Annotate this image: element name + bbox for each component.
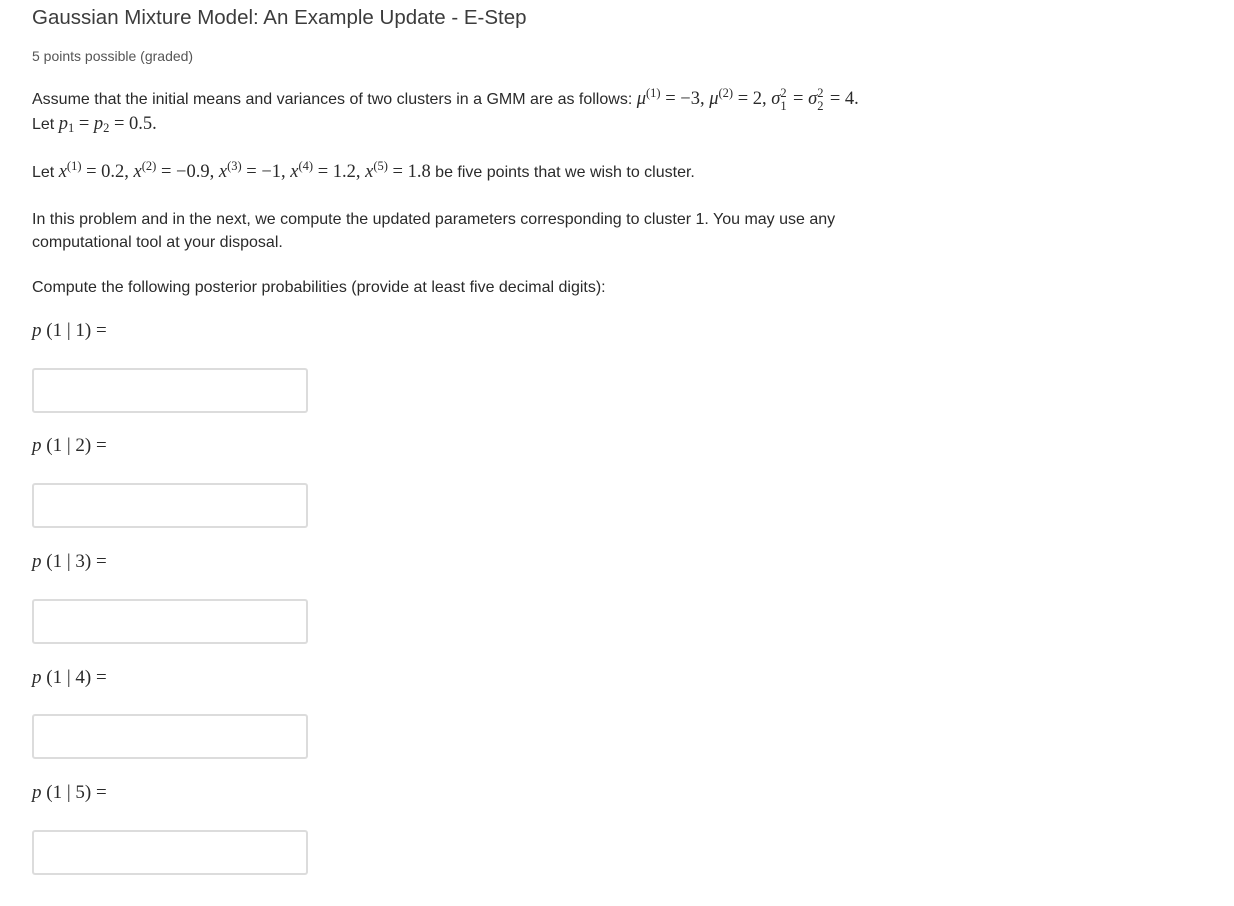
question-3-p: p bbox=[32, 551, 42, 572]
answer-input-1[interactable] bbox=[32, 368, 308, 413]
p-symbol-1: p bbox=[58, 114, 68, 134]
mu1-superscript: (1) bbox=[646, 86, 661, 100]
p-value: = 0.5. bbox=[109, 114, 157, 134]
question-label-2 bbox=[32, 435, 107, 457]
x2-superscript: (2) bbox=[141, 159, 157, 173]
sigma-value: = 4. bbox=[825, 89, 859, 109]
mu2-value: = 2, bbox=[733, 89, 772, 109]
sigma-symbol-1: σ bbox=[771, 89, 781, 109]
sigma1-scripts bbox=[780, 86, 788, 113]
intro-paragraph bbox=[32, 88, 859, 136]
intro-line-2 bbox=[32, 113, 859, 136]
question-2-expr: (1 | 2) = bbox=[46, 435, 107, 456]
points-paragraph bbox=[32, 161, 695, 184]
question-5-p: p bbox=[32, 782, 42, 803]
x3-symbol: x bbox=[218, 162, 228, 182]
p1-subscript: 1 bbox=[67, 121, 75, 135]
sigma1-subscript: 1 bbox=[780, 99, 787, 113]
sigma-symbol-2: σ bbox=[808, 89, 818, 109]
mu-symbol-2: μ bbox=[709, 89, 719, 109]
question-3-expr: (1 | 3) = bbox=[46, 551, 107, 572]
let-text: Let bbox=[32, 116, 59, 133]
x1-superscript: (1) bbox=[66, 159, 82, 173]
question-4-p: p bbox=[32, 667, 42, 688]
answer-input-4[interactable] bbox=[32, 714, 308, 759]
x5-symbol: x bbox=[365, 162, 374, 182]
sigma2-scripts bbox=[817, 86, 825, 113]
question-1-p: p bbox=[32, 320, 42, 341]
intro-line-1 bbox=[32, 88, 859, 111]
mu1-value: = −3, bbox=[660, 89, 710, 109]
x4-symbol: x bbox=[290, 162, 299, 182]
intro-text: Assume that the initial means and variances of two clusters in a GMM are as follows: bbox=[32, 91, 637, 108]
p-equals: = bbox=[74, 114, 94, 134]
x1-symbol: x bbox=[58, 162, 67, 182]
x3-value: = −1, bbox=[241, 162, 291, 182]
question-2-p: p bbox=[32, 435, 42, 456]
x2-value: = −0.9, bbox=[156, 162, 219, 182]
sigma2-squared: 2 bbox=[817, 86, 824, 100]
question-1-expr: (1 | 1) = bbox=[46, 320, 107, 341]
question-5-expr: (1 | 5) = bbox=[46, 782, 107, 803]
x2-symbol: x bbox=[133, 162, 142, 182]
x4-value: = 1.2, bbox=[313, 162, 366, 182]
x5-superscript: (5) bbox=[373, 159, 388, 173]
x5-value: = 1.8 bbox=[387, 162, 431, 182]
question-label-5 bbox=[32, 782, 107, 804]
question-label-3 bbox=[32, 551, 107, 573]
points-possible: 5 points possible (graded) bbox=[32, 48, 194, 64]
compute-instructions: Compute the following posterior probabilities (provide at least five decimal digits): bbox=[32, 279, 606, 296]
x3-superscript: (3) bbox=[227, 159, 242, 173]
answer-input-5[interactable] bbox=[32, 830, 308, 875]
sigma2-subscript: 2 bbox=[817, 99, 824, 113]
mu2-superscript: (2) bbox=[718, 86, 734, 100]
x4-superscript: (4) bbox=[298, 159, 314, 173]
question-4-expr: (1 | 4) = bbox=[46, 667, 107, 688]
answer-input-3[interactable] bbox=[32, 599, 308, 644]
sigma1-squared: 2 bbox=[780, 86, 787, 100]
p-symbol-2: p bbox=[93, 114, 104, 134]
answer-input-2[interactable] bbox=[32, 483, 308, 528]
points-let-text: Let bbox=[32, 164, 59, 181]
x1-value: = 0.2, bbox=[81, 162, 134, 182]
sigma-equals: = bbox=[788, 89, 809, 109]
p2-subscript: 2 bbox=[103, 121, 110, 135]
problem-title: Gaussian Mixture Model: An Example Update - E-Step bbox=[32, 6, 527, 29]
question-label-4 bbox=[32, 667, 107, 689]
mu-symbol: μ bbox=[636, 89, 646, 109]
problem-text: In this problem and in the next, we compute the updated parameters corresponding to cluster 1. You may use any computational tool at your disposal. bbox=[32, 211, 836, 251]
points-after-text: be five points that we wish to cluster. bbox=[430, 164, 695, 181]
question-label-1 bbox=[32, 320, 107, 342]
